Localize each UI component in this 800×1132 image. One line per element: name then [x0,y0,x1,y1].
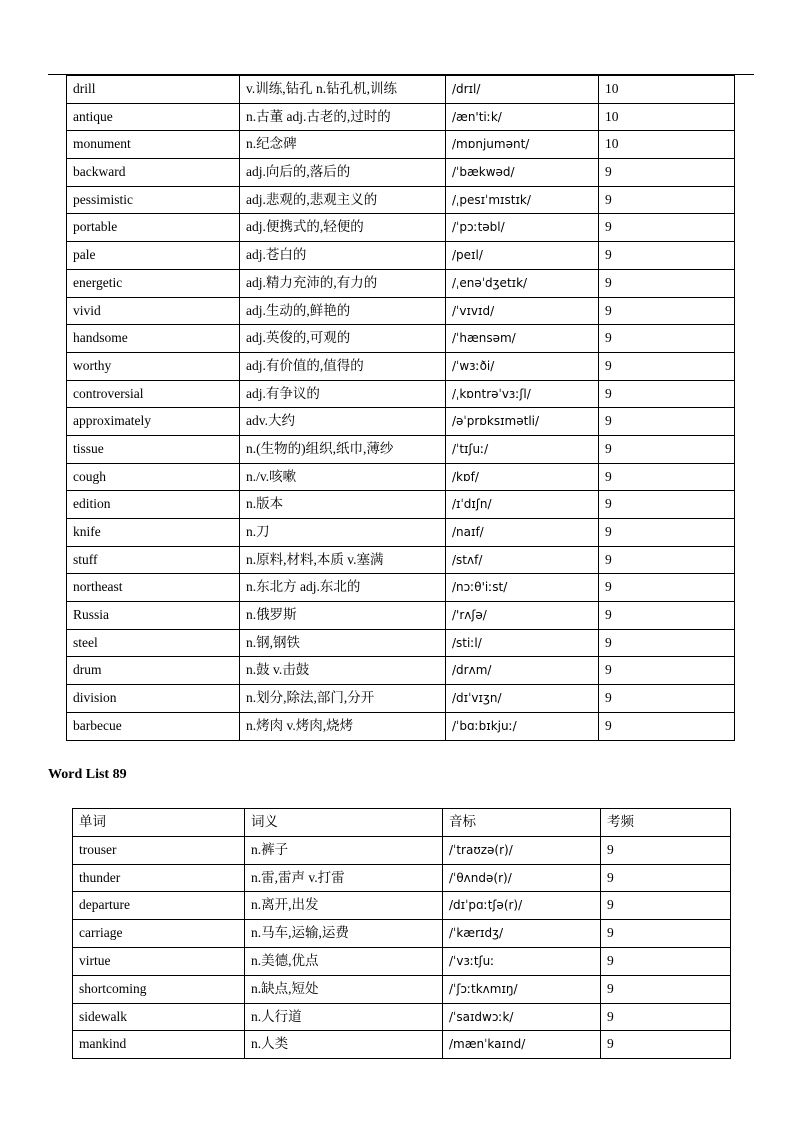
word-table-88 [66,75,735,741]
cell-meaning: adj.有价值的,值得的 [240,352,446,380]
table-row [67,491,735,519]
cell-word: monument [67,131,240,159]
table-row [67,657,735,685]
cell-phonetic: /ˈbækwəd/ [446,159,599,187]
table-row [67,297,735,325]
cell-meaning: n.纪念碑 [240,131,446,159]
cell-phonetic: /peɪl/ [446,242,599,270]
cell-meaning: adj.便携式的,轻便的 [240,214,446,242]
cell-word: tissue [67,435,240,463]
cell-frequency: 9 [601,1031,731,1059]
cell-frequency: 9 [601,892,731,920]
table-row [67,214,735,242]
cell-meaning: n.刀 [240,519,446,547]
cell-frequency: 9 [599,602,735,630]
cell-word: barbecue [67,712,240,740]
cell-phonetic: /drɪl/ [446,76,599,104]
cell-phonetic: /dɪˈvɪʒn/ [446,685,599,713]
cell-word: steel [67,629,240,657]
cell-phonetic: /əˈprɒksɪmətli/ [446,408,599,436]
cell-phonetic: /dɪˈpɑːtʃə(r)/ [443,892,601,920]
cell-frequency: 9 [599,242,735,270]
table-row [73,864,731,892]
cell-phonetic: /ˈwɜːði/ [446,352,599,380]
cell-meaning: n.马车,运输,运费 [245,920,443,948]
cell-word: edition [67,491,240,519]
cell-word: approximately [67,408,240,436]
word-list-heading: Word List 89 [48,767,127,782]
cell-meaning: n.美德,优点 [245,947,443,975]
cell-word: backward [67,159,240,187]
table-row [67,463,735,491]
table-row [67,76,735,104]
word-table-88-body [67,76,735,741]
cell-frequency: 9 [599,546,735,574]
cell-meaning: n.离开,出发 [245,892,443,920]
table-row [73,836,731,864]
cell-frequency: 9 [601,947,731,975]
cell-word: northeast [67,574,240,602]
cell-meaning: adj.苍白的 [240,242,446,270]
word-table-89 [72,808,731,1059]
cell-phonetic: /mænˈkaɪnd/ [443,1031,601,1059]
cell-meaning: n.鼓 v.击鼓 [240,657,446,685]
table-row [73,892,731,920]
header-frequency: 考频 [601,809,731,837]
cell-phonetic: /mɒnjumənt/ [446,131,599,159]
cell-meaning: adj.生动的,鲜艳的 [240,297,446,325]
cell-word: antique [67,103,240,131]
cell-word: Russia [67,602,240,630]
cell-phonetic: /ˌkɒntrəˈvɜːʃl/ [446,380,599,408]
cell-word: virtue [73,947,245,975]
table-row [67,103,735,131]
table-row [67,269,735,297]
cell-word: shortcoming [73,975,245,1003]
cell-meaning: n.原料,材料,本质 v.塞满 [240,546,446,574]
table-row [73,947,731,975]
cell-word: knife [67,519,240,547]
cell-word: worthy [67,352,240,380]
cell-frequency: 9 [601,920,731,948]
cell-meaning: adj.有争议的 [240,380,446,408]
cell-frequency: 10 [599,103,735,131]
table-row [73,1003,731,1031]
cell-frequency: 9 [599,352,735,380]
table-row [67,519,735,547]
cell-word: controversial [67,380,240,408]
cell-word: departure [73,892,245,920]
header-phonetic: 音标 [443,809,601,837]
table-row [67,712,735,740]
cell-phonetic: /naɪf/ [446,519,599,547]
cell-frequency: 9 [599,297,735,325]
cell-frequency: 9 [599,657,735,685]
cell-meaning: n.人类 [245,1031,443,1059]
table-row [67,408,735,436]
cell-phonetic: /ˈtraʊzə(r)/ [443,836,601,864]
cell-phonetic: /ˈhænsəm/ [446,325,599,353]
table-row [67,131,735,159]
table-row [67,186,735,214]
cell-meaning: n.版本 [240,491,446,519]
word-table-89-body [73,809,731,1059]
cell-phonetic: /ɪˈdɪʃn/ [446,491,599,519]
cell-meaning: n./v.咳嗽 [240,463,446,491]
cell-word: drill [67,76,240,104]
table-header-row [73,809,731,837]
cell-frequency: 9 [601,864,731,892]
cell-phonetic: /ˈkærɪdʒ/ [443,920,601,948]
cell-meaning: n.东北方 adj.东北的 [240,574,446,602]
cell-frequency: 9 [599,325,735,353]
cell-phonetic: /stiːl/ [446,629,599,657]
cell-phonetic: /ˈsaɪdwɔːk/ [443,1003,601,1031]
cell-word: handsome [67,325,240,353]
cell-frequency: 9 [599,574,735,602]
cell-meaning: n.缺点,短处 [245,975,443,1003]
cell-meaning: n.人行道 [245,1003,443,1031]
cell-phonetic: /æn'tiːk/ [446,103,599,131]
cell-word: pessimistic [67,186,240,214]
cell-word: energetic [67,269,240,297]
cell-frequency: 9 [599,408,735,436]
cell-frequency: 9 [601,975,731,1003]
cell-meaning: v.训练,钻孔 n.钻孔机,训练 [240,76,446,104]
cell-meaning: n.烤肉 v.烤肉,烧烤 [240,712,446,740]
table-row [67,159,735,187]
cell-meaning: adj.英俊的,可观的 [240,325,446,353]
header-word: 单词 [73,809,245,837]
table-row [67,685,735,713]
cell-meaning: adj.悲观的,悲观主义的 [240,186,446,214]
table-row [67,242,735,270]
cell-frequency: 9 [599,186,735,214]
table-row [67,602,735,630]
cell-frequency: 9 [599,159,735,187]
cell-phonetic: /ˌenəˈdʒetɪk/ [446,269,599,297]
cell-word: pale [67,242,240,270]
cell-frequency: 9 [599,269,735,297]
cell-phonetic: /ˈvɪvɪd/ [446,297,599,325]
cell-meaning: n.钢,钢铁 [240,629,446,657]
cell-phonetic: /ˈʃɔːtkʌmɪŋ/ [443,975,601,1003]
cell-word: portable [67,214,240,242]
cell-word: vivid [67,297,240,325]
cell-phonetic: /ˈvɜːtʃuː [443,947,601,975]
cell-phonetic: /ˈbɑːbɪkjuː/ [446,712,599,740]
header-meaning: 词义 [245,809,443,837]
cell-phonetic: /ˈtɪʃuː/ [446,435,599,463]
table-row [73,920,731,948]
cell-frequency: 9 [599,214,735,242]
cell-frequency: 9 [599,629,735,657]
cell-phonetic: /kɒf/ [446,463,599,491]
cell-word: drum [67,657,240,685]
table-row [67,574,735,602]
cell-frequency: 9 [599,463,735,491]
table-row [67,352,735,380]
table-row [67,435,735,463]
cell-word: stuff [67,546,240,574]
cell-meaning: adj.向后的,落后的 [240,159,446,187]
table-row [73,975,731,1003]
table-row [67,325,735,353]
cell-word: mankind [73,1031,245,1059]
cell-frequency: 9 [599,685,735,713]
cell-frequency: 10 [599,131,735,159]
cell-meaning: n.(生物的)组织,纸巾,薄纱 [240,435,446,463]
cell-phonetic: /ˈθʌndə(r)/ [443,864,601,892]
cell-frequency: 9 [599,519,735,547]
cell-meaning: n.裤子 [245,836,443,864]
cell-frequency: 9 [599,491,735,519]
cell-word: cough [67,463,240,491]
cell-meaning: n.雷,雷声 v.打雷 [245,864,443,892]
table-row [73,1031,731,1059]
cell-phonetic: /ˈpɔːtəbl/ [446,214,599,242]
cell-meaning: n.俄罗斯 [240,602,446,630]
cell-frequency: 9 [601,1003,731,1031]
cell-phonetic: /drʌm/ [446,657,599,685]
table-row [67,546,735,574]
cell-frequency: 9 [599,435,735,463]
cell-meaning: adv.大约 [240,408,446,436]
cell-phonetic: /ˌpesɪˈmɪstɪk/ [446,186,599,214]
table-row [67,629,735,657]
cell-word: trouser [73,836,245,864]
cell-phonetic: /nɔːθ'iːst/ [446,574,599,602]
cell-meaning: adj.精力充沛的,有力的 [240,269,446,297]
cell-word: thunder [73,864,245,892]
cell-word: division [67,685,240,713]
cell-phonetic: /'rʌʃə/ [446,602,599,630]
cell-phonetic: /stʌf/ [446,546,599,574]
cell-frequency: 9 [601,836,731,864]
cell-word: carriage [73,920,245,948]
cell-frequency: 9 [599,380,735,408]
cell-word: sidewalk [73,1003,245,1031]
cell-meaning: n.古董 adj.古老的,过时的 [240,103,446,131]
cell-frequency: 10 [599,76,735,104]
cell-frequency: 9 [599,712,735,740]
cell-meaning: n.划分,除法,部门,分开 [240,685,446,713]
table-row [67,380,735,408]
